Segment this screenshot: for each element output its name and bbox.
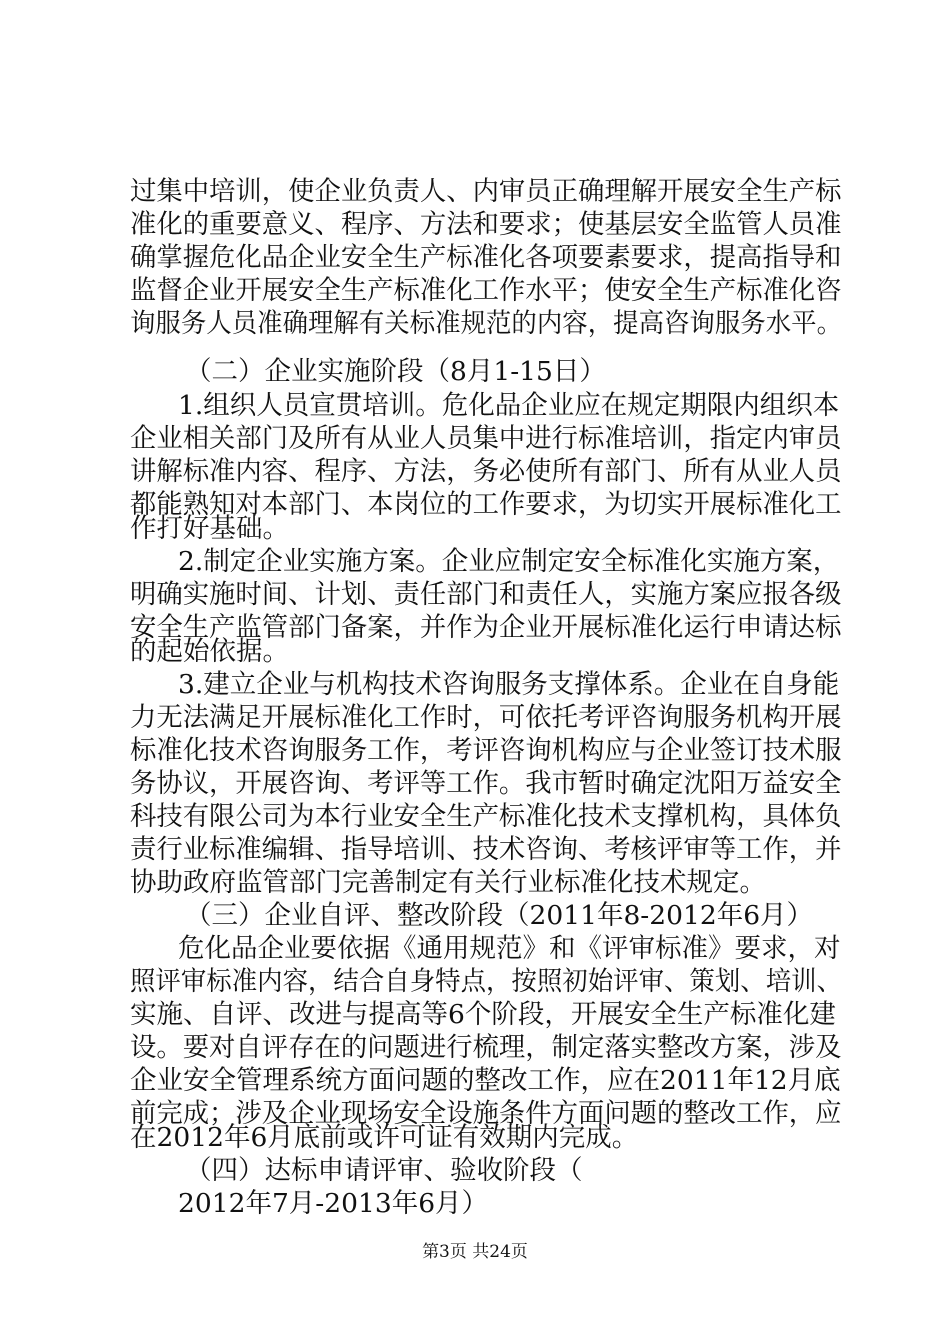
paragraph-line: 务协议，开展咨询、考评等工作。我市暂时确定沈阳万益安全 (130, 768, 842, 799)
paragraph-line: 3.建立企业与机构技术咨询服务支撑体系。企业在自身能 (178, 669, 840, 700)
paragraph-line: 企业安全管理系统方面问题的整改工作，应在2011年12月底 (130, 1065, 841, 1096)
paragraph-line: 询服务人员准确理解有关标准规范的内容，提高咨询服务水平。 (130, 308, 842, 339)
paragraph-line: 作打好基础。 (130, 513, 289, 544)
paragraph-line: 2.制定企业实施方案。企业应制定安全标准化实施方案， (178, 546, 840, 577)
paragraph-line: 力无法满足开展标准化工作时，可依托考评咨询服务机构开展 (130, 702, 842, 733)
section-heading: （三）企业自评、整改阶段（2011年8-2012年6月） (185, 900, 814, 931)
paragraph-line: 讲解标准内容、程序、方法，务必使所有部门、所有从业人员 (130, 456, 842, 487)
paragraph-line: 照评审标准内容，结合自身特点，按照初始评审、策划、培训、 (130, 966, 842, 997)
paragraph-line: 准化的重要意义、程序、方法和要求；使基层安全监管人员准 (130, 209, 842, 240)
paragraph-line: 过集中培训，使企业负责人、内审员正确理解开展安全生产标 (130, 176, 842, 207)
paragraph-line: 科技有限公司为本行业安全生产标准化技术支撑机构，具体负 (130, 801, 842, 832)
section-heading: （二）企业实施阶段（8月1-15日） (185, 356, 606, 387)
paragraph-line: 安全生产监管部门备案，并作为企业开展标准化运行申请达标 (130, 612, 842, 643)
paragraph-line: 监督企业开展安全生产标准化工作水平；使安全生产标准化咨 (130, 275, 842, 306)
paragraph-line: 1.组织人员宣贯培训。危化品企业应在规定期限内组织本 (178, 390, 840, 421)
paragraph-line: 都能熟知对本部门、本岗位的工作要求，为切实开展标准化工 (130, 489, 842, 520)
page-footer: 第3页 共24页 (422, 1242, 528, 1262)
paragraph-line: 实施、自评、改进与提高等6个阶段，开展安全生产标准化建 (130, 999, 836, 1030)
paragraph-line: 设。要对自评存在的问题进行梳理，制定落实整改方案，涉及 (130, 1032, 842, 1063)
paragraph-line: 在2012年6月底前或许可证有效期内完成。 (130, 1122, 639, 1153)
paragraph-line: 标准化技术咨询服务工作，考评咨询机构应与企业签订技术服 (130, 735, 842, 766)
paragraph-line: 企业相关部门及所有从业人员集中进行标准培训，指定内审员 (130, 423, 842, 454)
paragraph-line: 确掌握危化品企业安全生产标准化各项要素要求，提高指导和 (130, 242, 842, 273)
paragraph-line: 协助政府监管部门完善制定有关行业标准化技术规定。 (130, 867, 766, 898)
section-heading-continued: 2012年7月-2013年6月） (178, 1188, 489, 1219)
paragraph-line: 责行业标准编辑、指导培训、技术咨询、考核评审等工作，并 (130, 834, 842, 865)
section-heading: （四）达标申请评审、验收阶段（ (185, 1155, 583, 1186)
paragraph-line: 前完成；涉及企业现场安全设施条件方面问题的整改工作，应 (130, 1098, 842, 1129)
paragraph-line: 明确实施时间、计划、责任部门和责任人，实施方案应报各级 (130, 579, 842, 610)
paragraph-line: 危化品企业要依据《通用规范》和《评审标准》要求，对 (178, 933, 841, 964)
paragraph-line: 的起始依据。 (130, 636, 289, 667)
